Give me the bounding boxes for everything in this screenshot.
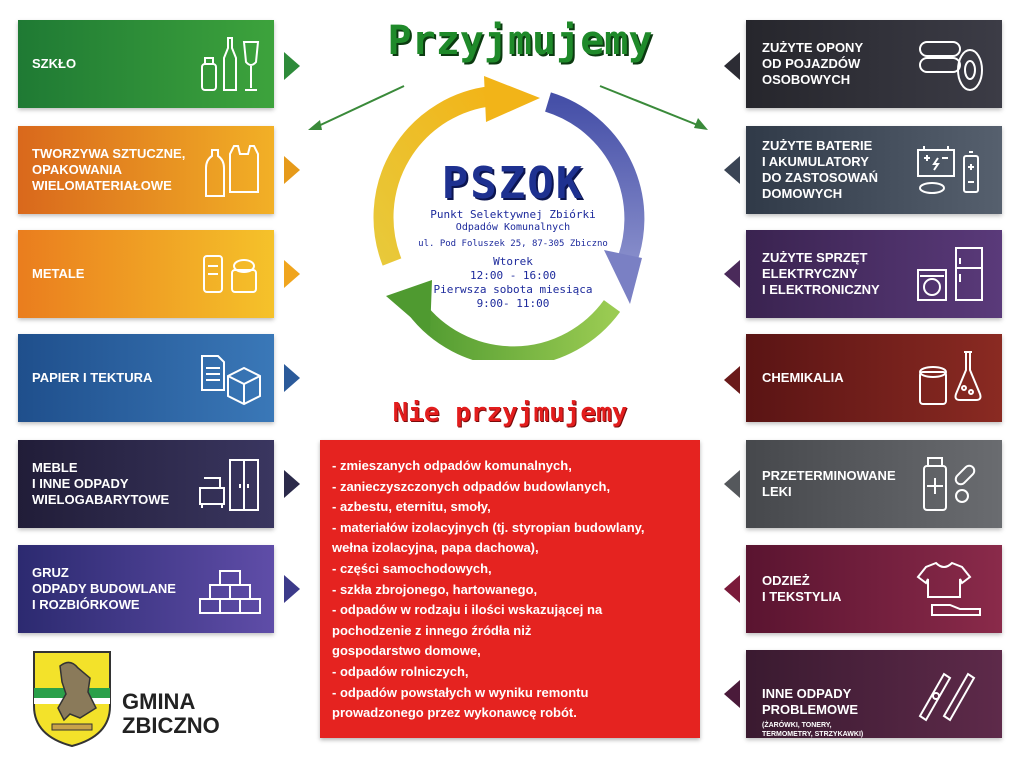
category-tires [746, 20, 1002, 108]
accept-title: Przyjmujemy [387, 18, 653, 64]
pointer-arrow [724, 260, 740, 288]
list-item: gospodarstwo domowe, [332, 643, 481, 659]
bottles-icon [198, 34, 262, 94]
pointer-arrow [284, 470, 300, 498]
list-item: - azbestu, eternitu, smoły, [332, 499, 491, 515]
can-icon [198, 244, 262, 304]
pointer-arrow [284, 52, 300, 80]
list-item: - odpadów powstałych w wyniku remontu [332, 684, 589, 700]
pszok-info [408, 160, 618, 311]
category-electronics [746, 230, 1002, 318]
pointer-arrow [724, 52, 740, 80]
pointer-arrow [724, 366, 740, 394]
battery-icon [914, 140, 988, 200]
pointer-arrow [284, 156, 300, 184]
pszok-title: PSZOK [441, 158, 585, 209]
category-label: SZKŁO [32, 56, 77, 71]
hours-line: 12:00 - 16:00 [469, 269, 557, 282]
category-rubble [18, 545, 274, 633]
category-metals [18, 230, 274, 318]
list-item: - zmieszanych odpadów komunalnych, [332, 458, 572, 473]
medicine-icon [914, 454, 988, 514]
list-item: wełna izolacyjna, papa dachowa), [332, 540, 539, 556]
not-accepted-list [320, 440, 700, 724]
hours-line: Wtorek [493, 255, 533, 268]
appliances-icon [914, 244, 988, 304]
list-item: - odpadów rolniczych, [332, 663, 469, 679]
category-glass [18, 20, 274, 108]
pszok-hours [408, 255, 618, 311]
category-batteries [746, 126, 1002, 214]
list-item: pochodzenie z innego źródła niż [332, 622, 532, 638]
category-chemicals [746, 334, 1002, 422]
logo-line-1: GMINA [122, 689, 196, 714]
category-label: GRUZ ODPADY BUDOWLANE I ROZBIÓRKOWE [32, 565, 176, 612]
pszok-subtitle-2: Odpadów Komunalnych [455, 222, 571, 233]
category-label: METALE [32, 266, 85, 281]
list-item: - szkła zbrojonego, hartowanego, [332, 581, 538, 597]
hours-line: Pierwsza sobota miesiąca [433, 283, 593, 296]
category-textiles [746, 545, 1002, 633]
category-label: PRZETERMINOWANE LEKI [762, 468, 896, 499]
list-item: prowadzonego przez wykonawcę robót. [332, 705, 577, 721]
pszok-subtitle-1: Punkt Selektywnej Zbiórki [430, 208, 596, 221]
category-label: ZUŻYTE SPRZĘT ELEKTRYCZNY I ELEKTRONICZNY [762, 250, 880, 297]
reject-title: Nie przyjmujemy [392, 398, 628, 428]
category-label: TWORZYWA SZTUCZNE, OPAKOWANIA WIELOMATERIAŁOWE [32, 146, 186, 193]
category-label: ZUŻYTE OPONY OD POJAZDÓW OSOBOWYCH [762, 40, 864, 87]
list-item: - zanieczyszczonych odpadów budowlanych, [332, 478, 611, 494]
pointer-arrow [284, 260, 300, 288]
category-label: PAPIER I TEKTURA [32, 370, 153, 385]
category-label: CHEMIKALIA [762, 370, 844, 385]
pointer-arrow [284, 575, 300, 603]
clothes-icon [914, 559, 988, 619]
coat-of-arms-icon [30, 648, 114, 748]
plastic-bottle-bag-icon [198, 140, 262, 200]
list-item: - części samochodowych, [332, 560, 492, 576]
category-label: ODZIEŻ I TEKSTYLIA [762, 573, 842, 604]
hours-line: 9:00- 11:00 [476, 297, 550, 310]
logo-line-2: ZBICZNO [122, 713, 220, 738]
chemicals-icon [914, 348, 988, 408]
category-plastics [18, 126, 274, 214]
list-item: - materiałów izolacyjnych (tj. styropian budowlany, [332, 519, 645, 535]
category-medicine [746, 440, 1002, 528]
category-label: MEBLE I INNE ODPADY WIELOGABARYTOWE [32, 460, 170, 507]
bulbs-icon [914, 664, 988, 724]
not-accepted-box [320, 440, 700, 738]
pointer-arrow [724, 156, 740, 184]
pszok-address: ul. Pod Foluszek 25, 87-305 Zbiczno [418, 239, 608, 249]
category-furniture [18, 440, 274, 528]
category-problematic [746, 650, 1002, 738]
furniture-icon [198, 454, 262, 514]
list-item: - odpadów w rodzaju i ilości wskazującej na [332, 602, 603, 618]
pointer-arrow [284, 364, 300, 392]
bricks-icon [198, 559, 262, 619]
category-label: INNE ODPADY PROBLEMOWE (ŻARÓWKI, TONERY, TERMOMETRY, STRZYKAWKI) [762, 686, 864, 738]
category-label: ZUŻYTE BATERIE I AKUMULATORY DO ZASTOSOWAŃ DOMOWYCH [762, 138, 879, 201]
pointer-arrow [724, 575, 740, 603]
logo-text [122, 690, 220, 738]
pointer-arrow [724, 680, 740, 708]
tires-icon [914, 34, 988, 94]
pointer-arrow [724, 470, 740, 498]
category-paper [18, 334, 274, 422]
paper-box-icon [198, 348, 262, 408]
